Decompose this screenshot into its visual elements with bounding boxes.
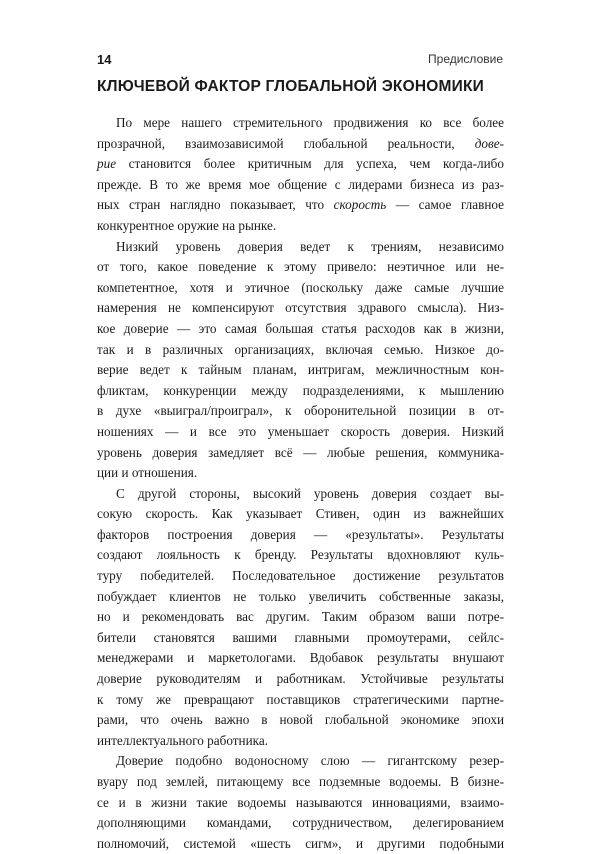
running-title: Предисловие xyxy=(428,52,503,66)
emphasis: дове- xyxy=(474,135,504,151)
text-line: рие становится более критичным для успеха, чем когда-либо xyxy=(97,156,504,172)
text-line: компетентное, хотя и этичное (поскольку даже самые лучшие xyxy=(97,279,504,295)
page-header xyxy=(97,52,503,72)
text-line: прежде. В то же время мое общение с лидерами бизнеса из раз- xyxy=(97,176,504,192)
text-line: ции и отношения. xyxy=(97,465,198,481)
body-text xyxy=(97,113,504,854)
text-line: доверие руководителям и работникам. Устойчивые результаты xyxy=(97,671,504,687)
emphasis: рие xyxy=(97,156,117,172)
text-line: верие ведет к тайным планам, интригам, межличностным кон- xyxy=(97,362,504,378)
text-line: сокую скорость. Как указывает Стивен, один из важнейших xyxy=(97,506,504,522)
text-line: прозрачной, взаимозависимой глобальной реальности, дове- xyxy=(97,135,504,151)
text-line: конкурентное оружие на рынке. xyxy=(97,217,277,233)
text-line: к тому же превращают поставщиков стратегическими партне- xyxy=(97,691,504,707)
text-line: По мере нашего стремительного продвижения ко все более xyxy=(116,115,504,130)
text-line: интеллектуального работника. xyxy=(97,732,268,748)
text-line: факторов построения доверия — «результаты». Результаты xyxy=(97,526,504,542)
text-line: Доверие подобно водоносному слою — гигантскому резер- xyxy=(116,753,504,769)
text-line: се и в жизни такие водоемы называются инновациями, взаимо- xyxy=(97,794,504,810)
text-line: побуждает клиентов не только увеличить собственные заказы, xyxy=(97,588,504,604)
text-line: С другой стороны, высокий уровень доверия создает вы- xyxy=(116,485,504,501)
text-line: рами, что очень важно в новой глобальной экономике эпохи xyxy=(97,712,504,728)
text-line: бители становятся вашими главными промоутерами, сейлс- xyxy=(97,629,504,645)
text-line: ных стран наглядно показывает, что скорость — самое главное xyxy=(97,197,505,213)
text-line: кое доверие — это самая большая статья расходов как в жизни, xyxy=(97,320,504,336)
emphasis: скорость xyxy=(333,197,387,213)
text-line: вуару под землей, питающему все подземные водоемы. В бизне- xyxy=(97,774,504,789)
text-line: менеджерами и маркетологами. Вдобавок результаты внушают xyxy=(97,650,504,666)
section-heading: КЛЮЧЕВОЙ ФАКТОР ГЛОБАЛЬНОЙ ЭКОНОМИКИ xyxy=(97,78,484,95)
text-line: но и рекомендовать вас другим. Таким образом ваши потре- xyxy=(97,609,504,625)
text-line: от того, какое поведение к этому привело: неэтичное или не- xyxy=(97,259,504,275)
text-line: туру победителей. Последовательное достижение результатов xyxy=(97,568,504,584)
text-line: создают лояльность к бренду. Результаты вдохновляют куль- xyxy=(97,547,504,563)
text-line: ношениях — и все это уменьшает скорость доверия. Низкий xyxy=(97,423,504,439)
text-line: уровень доверия замедляет всё — любые решения, коммуника- xyxy=(97,444,504,460)
text-line: так и в различных организациях, включая семью. Низкое до- xyxy=(97,341,504,357)
text-line: полномочий, системой «шесть сигм», и другими подобными xyxy=(97,835,504,851)
page-number: 14 xyxy=(97,52,112,67)
text-line: намерения не компенсируют отсутствия здравого смысла). Низ- xyxy=(97,300,504,316)
text-line: в духе «выиграл/проиграл», к оборонительной позиции в от- xyxy=(97,403,504,419)
text-line: Низкий уровень доверия ведет к трениям, независимо xyxy=(116,238,504,254)
text-line: дополняющими командами, сотрудничеством, делегированием xyxy=(97,815,504,831)
text-line: фликтам, конкуренции между подразделениями, к мышлению xyxy=(97,382,504,398)
